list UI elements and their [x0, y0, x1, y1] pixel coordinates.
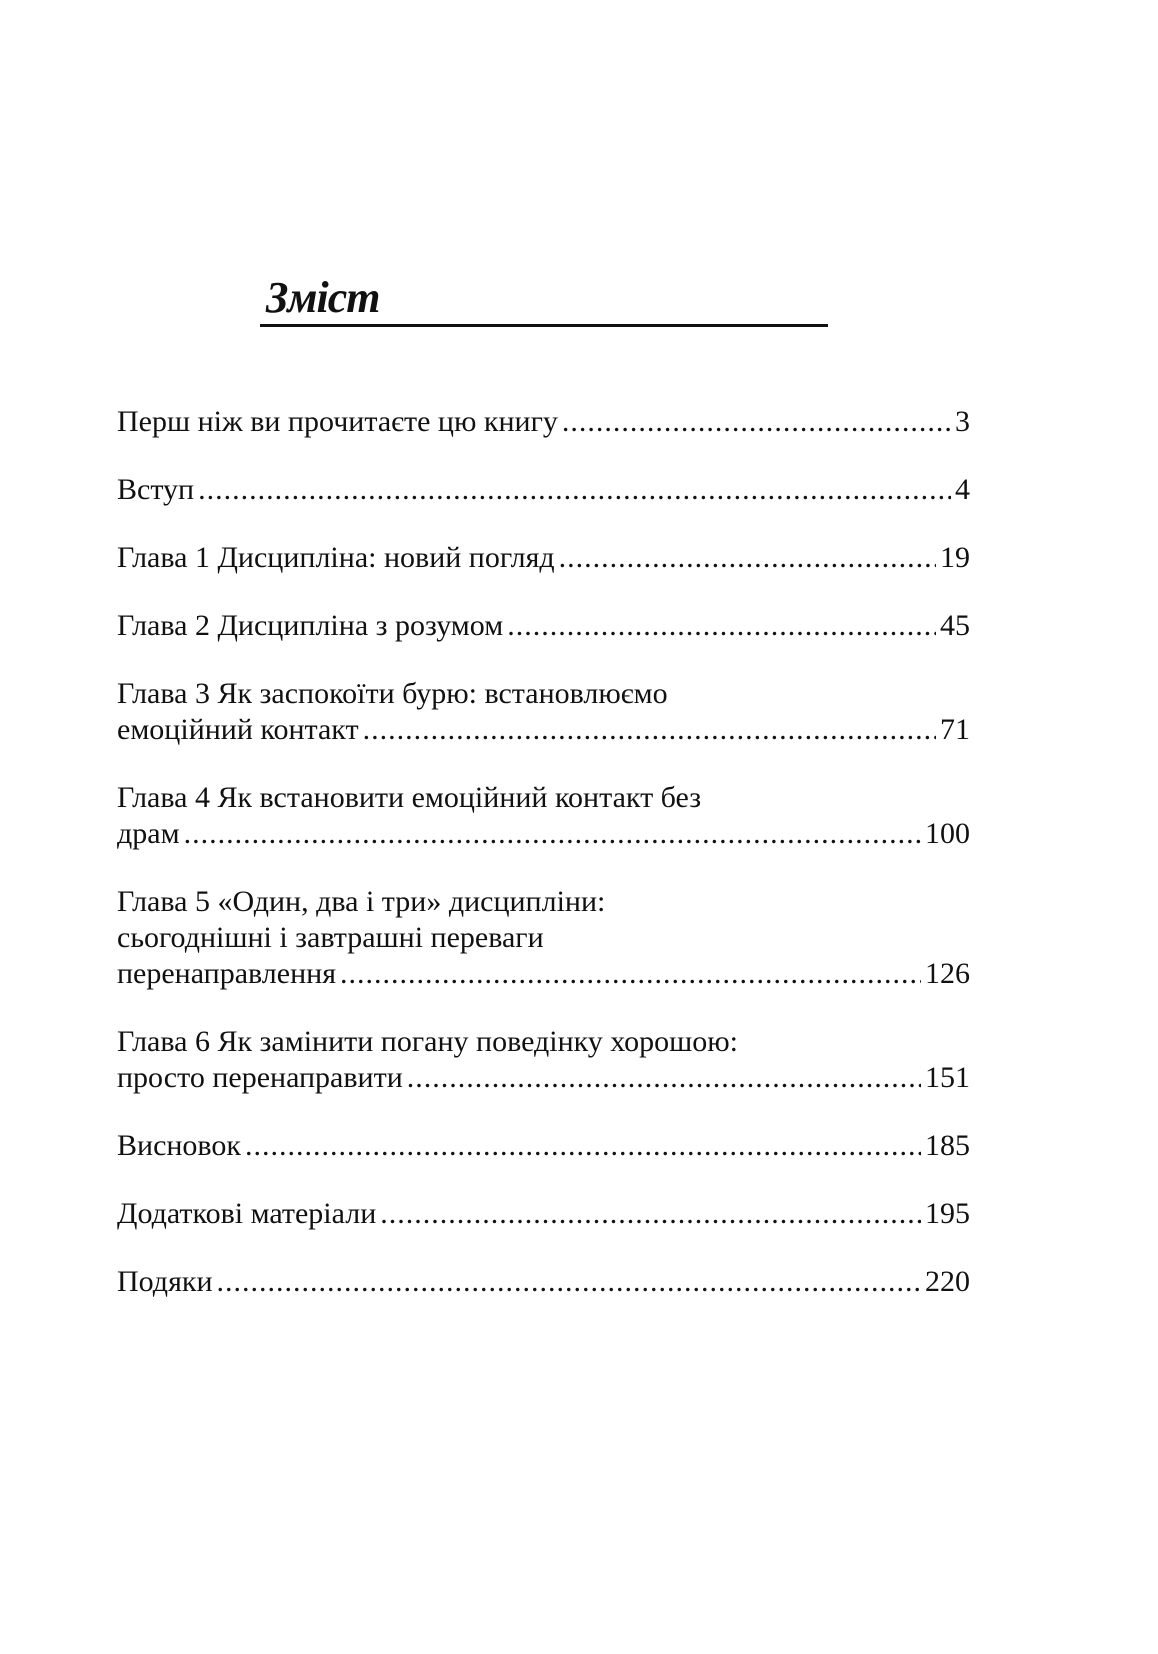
- toc-entry-line: [117, 1060, 970, 1096]
- dot-leader: [340, 956, 921, 992]
- toc-entry-title: Глава 5 «Один, два і три» дисципліни:: [117, 885, 606, 918]
- toc-entry[interactable]: [117, 540, 970, 576]
- toc-page-number: 126: [925, 957, 970, 990]
- toc-page-number: 220: [925, 1265, 970, 1298]
- dot-leader: [245, 1128, 921, 1164]
- title-underline: [260, 324, 828, 327]
- toc-entry[interactable]: [117, 472, 970, 508]
- toc-entry-line: [117, 920, 970, 956]
- toc-entry[interactable]: [117, 884, 970, 992]
- toc-entry[interactable]: [117, 1196, 970, 1232]
- dot-leader: [507, 608, 936, 644]
- toc-entry-title: перенаправлення: [117, 957, 336, 990]
- dot-leader: [562, 404, 951, 440]
- toc-entry-line: [117, 956, 970, 992]
- toc-entry-title: сьогоднішні і завтрашні переваги: [117, 921, 544, 954]
- toc-entry-title: Вступ: [117, 473, 195, 506]
- toc-entry-line: [117, 780, 970, 816]
- toc-entry-title: Висновок: [117, 1129, 241, 1162]
- toc-entry-line: [117, 1264, 970, 1300]
- toc-entry[interactable]: [117, 1024, 970, 1096]
- toc-page-number: 71: [940, 713, 970, 746]
- toc-page-number: 45: [940, 609, 970, 642]
- toc-entry-title: Глава 2 Дисципліна з розумом: [117, 609, 504, 642]
- toc-entry-line: [117, 404, 970, 440]
- toc-entry-line: [117, 676, 970, 712]
- toc-page-number: 100: [925, 817, 970, 850]
- toc-entry[interactable]: [117, 608, 970, 644]
- dot-leader: [198, 472, 951, 508]
- dot-leader: [380, 1196, 921, 1232]
- toc-entry-line: [117, 712, 970, 748]
- toc-entry-title: емоційний контакт: [117, 713, 359, 746]
- toc-entry-title: Глава 6 Як замінити погану поведінку хорошою:: [117, 1025, 739, 1058]
- toc-entry-line: [117, 1128, 970, 1164]
- toc-entry-line: [117, 1196, 970, 1232]
- dot-leader: [217, 1264, 922, 1300]
- toc-entry-line: [117, 608, 970, 644]
- toc-page-number: 185: [925, 1129, 970, 1162]
- dot-leader: [559, 540, 936, 576]
- toc-entry-title: Глава 4 Як встановити емоційний контакт без: [117, 781, 702, 814]
- dot-leader: [184, 816, 921, 852]
- toc-page-number: 195: [925, 1197, 970, 1230]
- toc-entry-title: Додаткові матеріали: [117, 1197, 377, 1230]
- toc-page-number: 19: [940, 541, 970, 574]
- page-title: Зміст: [266, 273, 380, 322]
- toc-entry-line: [117, 816, 970, 852]
- toc-entry-line: [117, 884, 970, 920]
- toc-entry-title: просто перенаправити: [117, 1061, 403, 1094]
- dot-leader: [407, 1060, 921, 1096]
- toc-entry[interactable]: [117, 1264, 970, 1300]
- toc-page-number: 151: [925, 1061, 970, 1094]
- dot-leader: [363, 712, 936, 748]
- toc-entry-title: Глава 1 Дисципліна: новий погляд: [117, 541, 555, 574]
- toc-page-number: 3: [955, 405, 970, 438]
- toc-entry[interactable]: [117, 780, 970, 852]
- toc-entry[interactable]: [117, 404, 970, 440]
- table-of-contents: [117, 404, 970, 1332]
- toc-entry-line: [117, 472, 970, 508]
- toc-entry-title: драм: [117, 817, 180, 850]
- toc-entry-line: [117, 540, 970, 576]
- toc-entry-title: Перш ніж ви прочитаєте цю книгу: [117, 405, 558, 438]
- toc-entry[interactable]: [117, 676, 970, 748]
- toc-entry-line: [117, 1024, 970, 1060]
- toc-entry[interactable]: [117, 1128, 970, 1164]
- toc-entry-title: Подяки: [117, 1265, 213, 1298]
- toc-page-number: 4: [955, 473, 970, 506]
- toc-entry-title: Глава 3 Як заспокоїти бурю: встановлюємо: [117, 677, 668, 710]
